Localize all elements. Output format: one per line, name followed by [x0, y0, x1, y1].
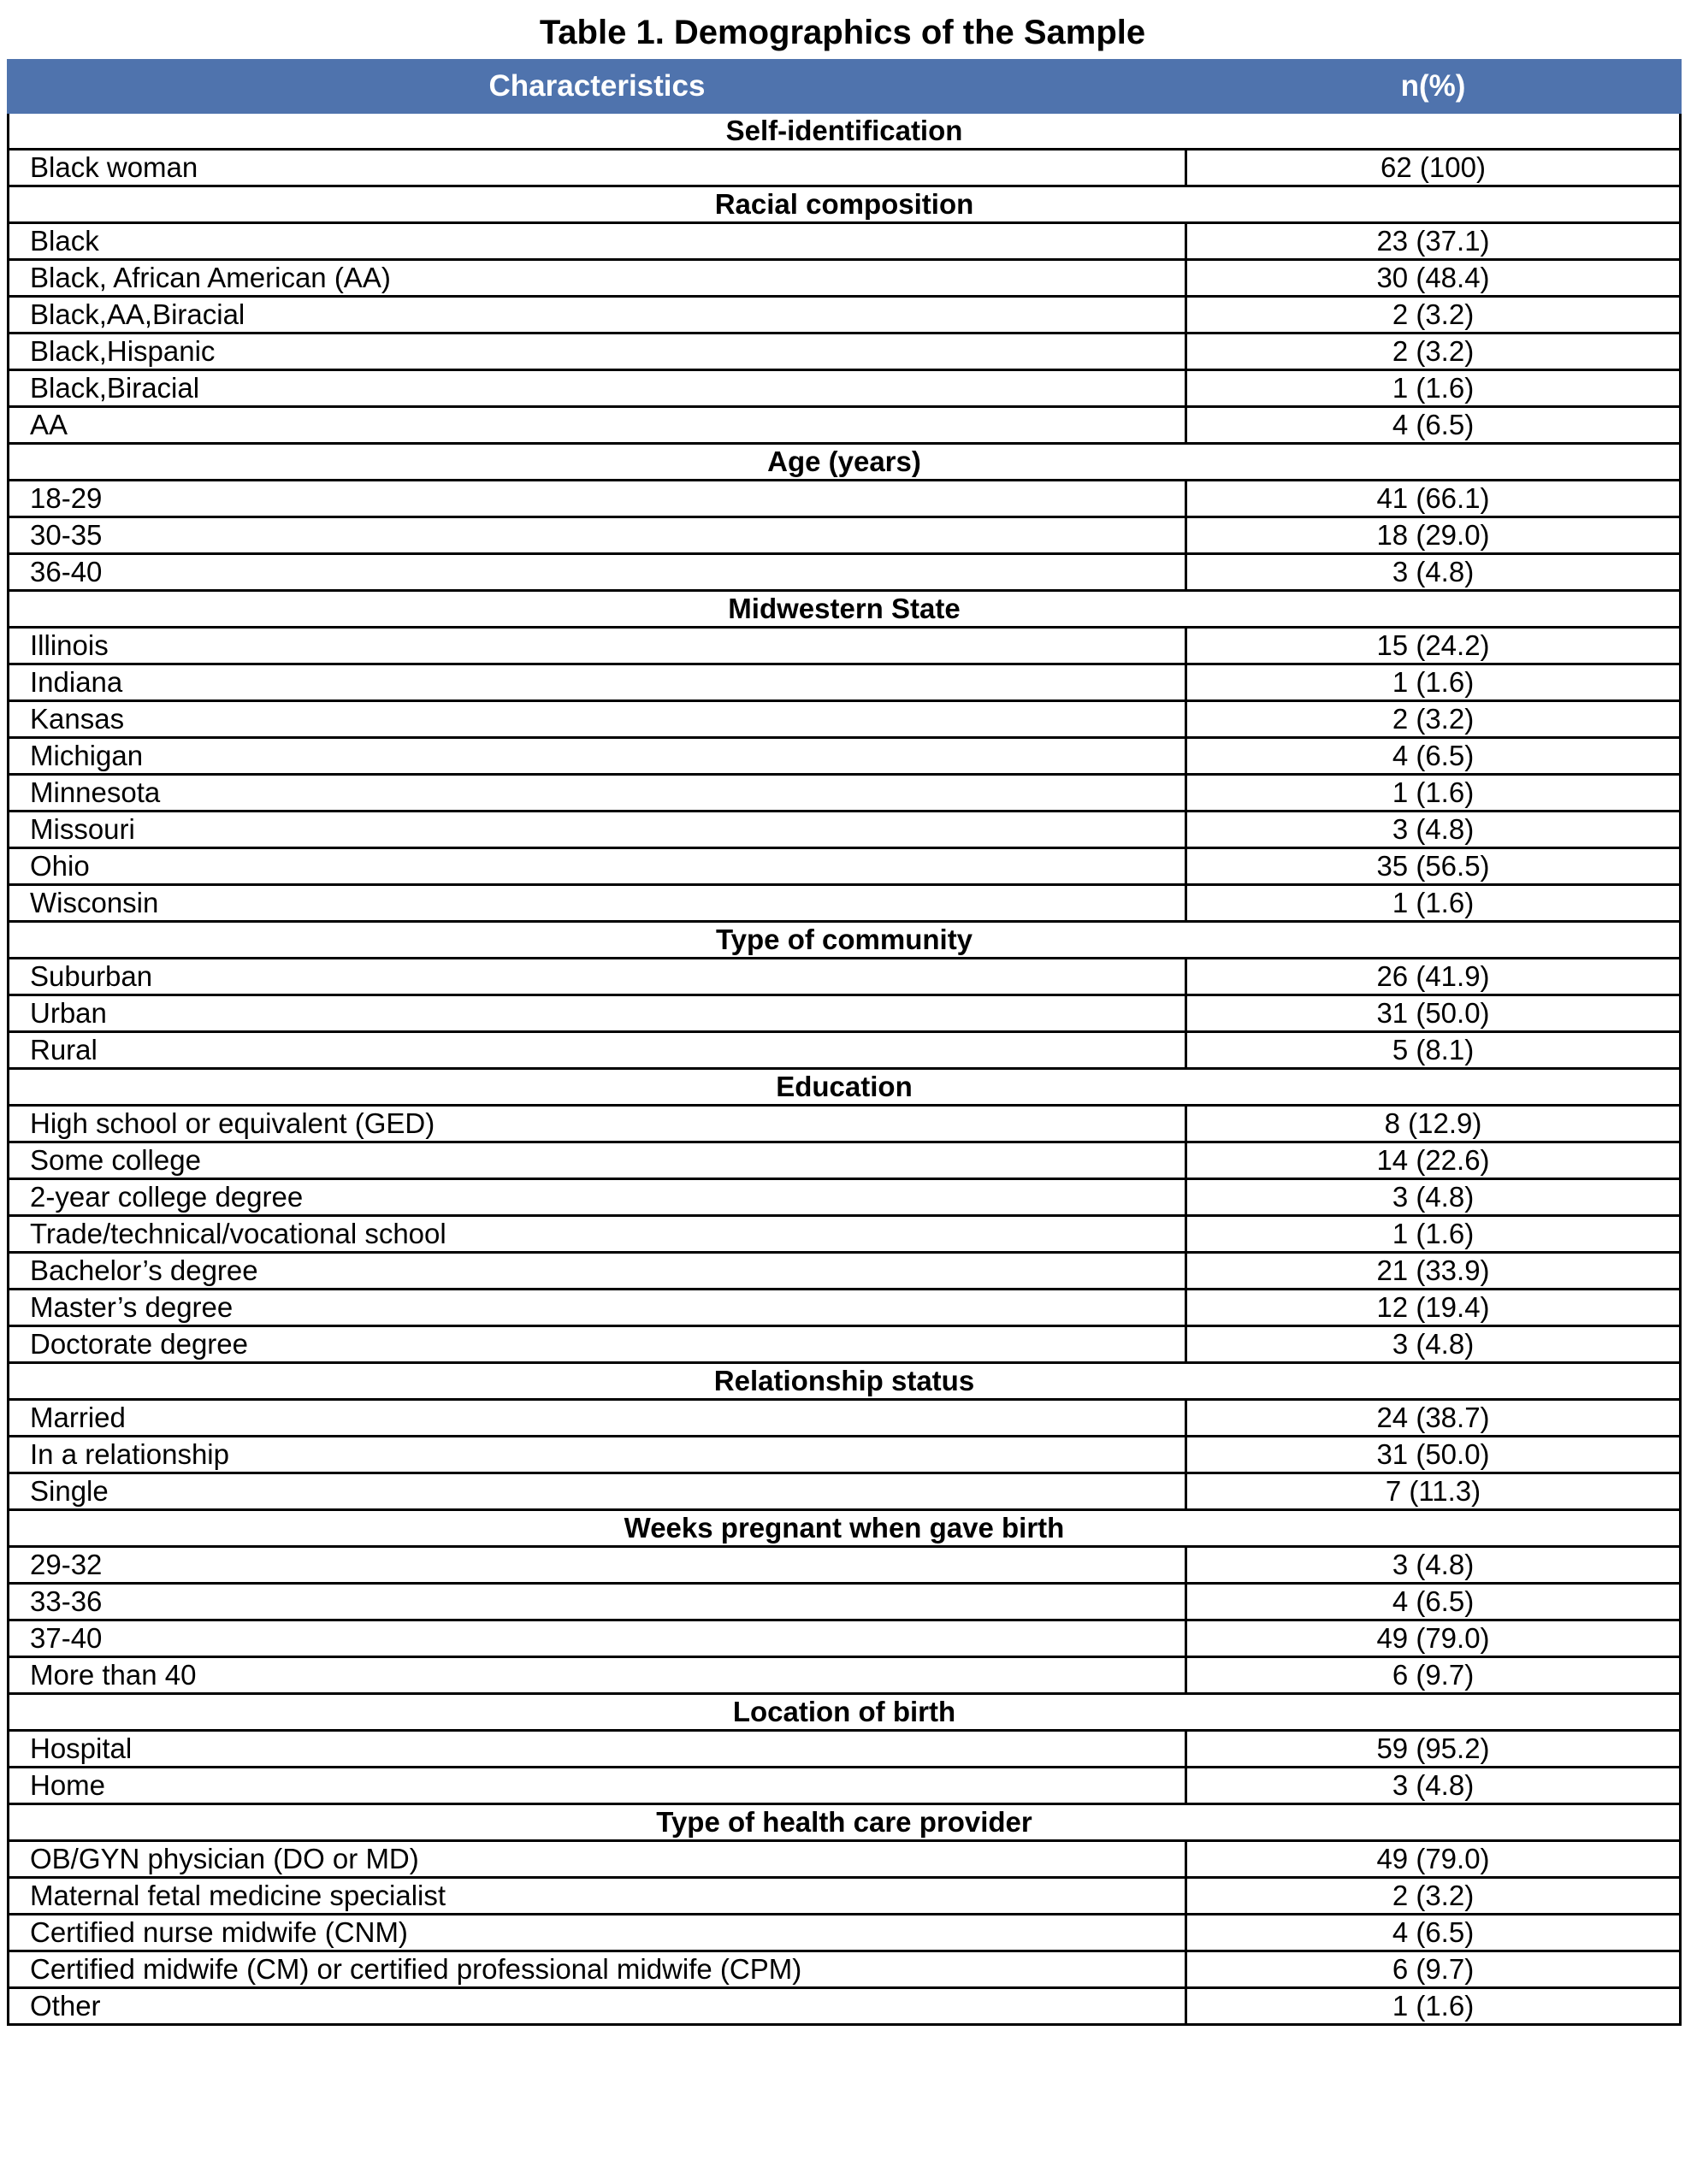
table-row: [9, 959, 1681, 995]
table-header: [9, 61, 1681, 113]
n-percent-value: 3 (4.8): [1186, 812, 1681, 848]
n-percent-value: 15 (24.2): [1186, 628, 1681, 664]
characteristic-label: Married: [9, 1400, 1186, 1437]
n-percent-value: 8 (12.9): [1186, 1106, 1681, 1142]
characteristic-label: Single: [9, 1473, 1186, 1510]
n-percent-value: 3 (4.8): [1186, 1179, 1681, 1216]
table-row: [9, 1988, 1681, 2025]
table-row: [9, 1326, 1681, 1363]
section-heading: Age (years): [9, 444, 1681, 481]
n-percent-value: 1 (1.6): [1186, 775, 1681, 812]
section-row: [9, 444, 1681, 481]
section-heading: Self-identification: [9, 113, 1681, 150]
characteristic-label: Wisconsin: [9, 885, 1186, 922]
section-heading: Type of community: [9, 922, 1681, 959]
table-row: [9, 1584, 1681, 1620]
section-row: [9, 1804, 1681, 1841]
table-row: [9, 1142, 1681, 1179]
table-row: [9, 554, 1681, 591]
section-heading: Relationship status: [9, 1363, 1681, 1400]
table-row: [9, 1547, 1681, 1584]
characteristic-label: Black, African American (AA): [9, 260, 1186, 297]
table-row: [9, 1841, 1681, 1878]
n-percent-value: 1 (1.6): [1186, 885, 1681, 922]
section-row: [9, 1694, 1681, 1731]
characteristic-label: Missouri: [9, 812, 1186, 848]
table-row: [9, 370, 1681, 407]
n-percent-value: 30 (48.4): [1186, 260, 1681, 297]
table-row: [9, 885, 1681, 922]
table-row: [9, 1657, 1681, 1694]
characteristic-label: Black: [9, 223, 1186, 260]
table-row: [9, 1106, 1681, 1142]
characteristic-label: Master’s degree: [9, 1290, 1186, 1326]
characteristic-label: 33-36: [9, 1584, 1186, 1620]
characteristic-label: 18-29: [9, 481, 1186, 517]
characteristic-label: Black woman: [9, 150, 1186, 186]
section-heading: Midwestern State: [9, 591, 1681, 628]
table-row: [9, 1620, 1681, 1657]
section-row: [9, 113, 1681, 150]
n-percent-value: 4 (6.5): [1186, 1915, 1681, 1951]
table-row: [9, 738, 1681, 775]
section-row: [9, 186, 1681, 223]
table-title: Table 1. Demographics of the Sample: [539, 14, 1146, 51]
table-row: [9, 481, 1681, 517]
characteristic-label: Black,Hispanic: [9, 334, 1186, 370]
characteristic-label: 29-32: [9, 1547, 1186, 1584]
table-row: [9, 775, 1681, 812]
n-percent-value: 49 (79.0): [1186, 1841, 1681, 1878]
characteristic-label: Some college: [9, 1142, 1186, 1179]
n-percent-value: 1 (1.6): [1186, 1216, 1681, 1253]
n-percent-value: 3 (4.8): [1186, 554, 1681, 591]
characteristic-label: 37-40: [9, 1620, 1186, 1657]
n-percent-value: 23 (37.1): [1186, 223, 1681, 260]
n-percent-value: 4 (6.5): [1186, 738, 1681, 775]
characteristic-label: AA: [9, 407, 1186, 444]
characteristic-label: OB/GYN physician (DO or MD): [9, 1841, 1186, 1878]
characteristic-label: Doctorate degree: [9, 1326, 1186, 1363]
characteristic-label: Certified nurse midwife (CNM): [9, 1915, 1186, 1951]
n-percent-value: 49 (79.0): [1186, 1620, 1681, 1657]
table-row: [9, 260, 1681, 297]
characteristic-label: Home: [9, 1768, 1186, 1804]
table-row: [9, 1179, 1681, 1216]
table-row: [9, 1216, 1681, 1253]
characteristic-label: Suburban: [9, 959, 1186, 995]
characteristic-label: Michigan: [9, 738, 1186, 775]
section-row: [9, 922, 1681, 959]
characteristic-label: Illinois: [9, 628, 1186, 664]
n-percent-value: 2 (3.2): [1186, 701, 1681, 738]
n-percent-value: 4 (6.5): [1186, 407, 1681, 444]
n-percent-value: 3 (4.8): [1186, 1768, 1681, 1804]
n-percent-value: 59 (95.2): [1186, 1731, 1681, 1768]
table-row: [9, 1253, 1681, 1290]
n-percent-value: 2 (3.2): [1186, 1878, 1681, 1915]
table-row: [9, 1473, 1681, 1510]
characteristic-label: Minnesota: [9, 775, 1186, 812]
n-percent-value: 62 (100): [1186, 150, 1681, 186]
n-percent-value: 6 (9.7): [1186, 1657, 1681, 1694]
table-row: [9, 1290, 1681, 1326]
n-percent-value: 41 (66.1): [1186, 481, 1681, 517]
characteristic-label: 2-year college degree: [9, 1179, 1186, 1216]
characteristic-label: Certified midwife (CM) or certified professional midwife (CPM): [9, 1951, 1186, 1988]
section-row: [9, 1069, 1681, 1106]
section-row: [9, 591, 1681, 628]
characteristic-label: Ohio: [9, 848, 1186, 885]
characteristic-label: Rural: [9, 1032, 1186, 1069]
table-row: [9, 334, 1681, 370]
n-percent-value: 7 (11.3): [1186, 1473, 1681, 1510]
n-percent-value: 31 (50.0): [1186, 995, 1681, 1032]
n-percent-value: 21 (33.9): [1186, 1253, 1681, 1290]
table-row: [9, 848, 1681, 885]
characteristic-label: 36-40: [9, 554, 1186, 591]
n-percent-value: 1 (1.6): [1186, 370, 1681, 407]
n-percent-value: 26 (41.9): [1186, 959, 1681, 995]
section-heading: Type of health care provider: [9, 1804, 1681, 1841]
table-row: [9, 517, 1681, 554]
table-row: [9, 1768, 1681, 1804]
n-percent-value: 3 (4.8): [1186, 1547, 1681, 1584]
n-percent-value: 4 (6.5): [1186, 1584, 1681, 1620]
n-percent-value: 35 (56.5): [1186, 848, 1681, 885]
header-row: [9, 61, 1681, 113]
n-percent-value: 1 (1.6): [1186, 1988, 1681, 2025]
characteristic-label: High school or equivalent (GED): [9, 1106, 1186, 1142]
section-heading: Weeks pregnant when gave birth: [9, 1510, 1681, 1547]
characteristic-label: 30-35: [9, 517, 1186, 554]
table-row: [9, 701, 1681, 738]
n-percent-value: 14 (22.6): [1186, 1142, 1681, 1179]
table-row: [9, 1951, 1681, 1988]
characteristic-label: Kansas: [9, 701, 1186, 738]
demographics-table: [7, 59, 1682, 2026]
section-row: [9, 1510, 1681, 1547]
table-row: [9, 664, 1681, 701]
n-percent-value: 2 (3.2): [1186, 297, 1681, 334]
characteristic-label: In a relationship: [9, 1437, 1186, 1473]
table-row: [9, 812, 1681, 848]
section-heading: Education: [9, 1069, 1681, 1106]
table-row: [9, 150, 1681, 186]
table-row: [9, 1032, 1681, 1069]
n-percent-value: 3 (4.8): [1186, 1326, 1681, 1363]
table-row: [9, 1878, 1681, 1915]
characteristic-label: Trade/technical/vocational school: [9, 1216, 1186, 1253]
table-row: [9, 297, 1681, 334]
characteristic-label: Maternal fetal medicine specialist: [9, 1878, 1186, 1915]
header-n-percent: n(%): [1186, 61, 1681, 113]
table-row: [9, 1915, 1681, 1951]
n-percent-value: 18 (29.0): [1186, 517, 1681, 554]
n-percent-value: 5 (8.1): [1186, 1032, 1681, 1069]
section-heading: Location of birth: [9, 1694, 1681, 1731]
header-characteristics: Characteristics: [9, 61, 1186, 113]
table-row: [9, 1400, 1681, 1437]
section-heading: Racial composition: [9, 186, 1681, 223]
n-percent-value: 31 (50.0): [1186, 1437, 1681, 1473]
characteristic-label: Black,AA,Biracial: [9, 297, 1186, 334]
characteristic-label: Hospital: [9, 1731, 1186, 1768]
characteristic-label: More than 40: [9, 1657, 1186, 1694]
n-percent-value: 2 (3.2): [1186, 334, 1681, 370]
table-row: [9, 628, 1681, 664]
table-body: [9, 113, 1681, 2025]
characteristic-label: Black,Biracial: [9, 370, 1186, 407]
table-row: [9, 1731, 1681, 1768]
n-percent-value: 6 (9.7): [1186, 1951, 1681, 1988]
section-row: [9, 1363, 1681, 1400]
n-percent-value: 24 (38.7): [1186, 1400, 1681, 1437]
characteristic-label: Indiana: [9, 664, 1186, 701]
n-percent-value: 1 (1.6): [1186, 664, 1681, 701]
characteristic-label: Bachelor’s degree: [9, 1253, 1186, 1290]
table-row: [9, 407, 1681, 444]
table-row: [9, 995, 1681, 1032]
n-percent-value: 12 (19.4): [1186, 1290, 1681, 1326]
characteristic-label: Other: [9, 1988, 1186, 2025]
characteristic-label: Urban: [9, 995, 1186, 1032]
table-row: [9, 1437, 1681, 1473]
table-row: [9, 223, 1681, 260]
